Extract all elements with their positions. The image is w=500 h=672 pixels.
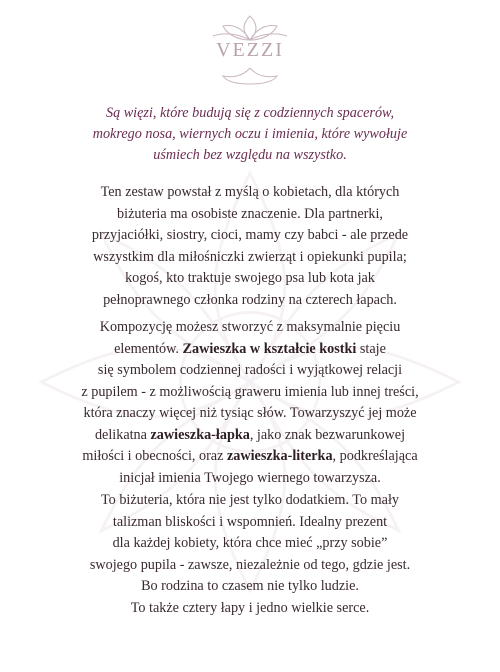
intro-line: mokrego nosa, wiernych oczu i imienia, które wywołuje <box>92 126 408 142</box>
text-run: , jako znak bezwarunkowej <box>249 426 406 443</box>
text-run: miłości i obecności, oraz <box>82 448 227 464</box>
paragraph-line: dla każdej kobiety, która chce mieć „przy sobie” <box>112 535 388 551</box>
paragraph-line: Bo rodzina to czasem nie tylko ludzie. <box>141 578 359 594</box>
text-run: delikatna <box>94 426 151 443</box>
letter-charm-highlight: zawieszka-literka <box>226 448 333 464</box>
paragraph-line: przyjaciółki, siostry, cioci, mamy czy babci - ale przede <box>91 227 409 243</box>
text-run: , podkreślająca <box>332 448 418 464</box>
cube-charm-highlight: Zawieszka w kształcie kostki <box>182 340 357 357</box>
paragraph-line: Kompozycję możesz stworzyć z maksymalnie pięciu <box>99 319 401 335</box>
paragraph-line: inicjał imienia Twojego wiernego towarzysza. <box>119 469 381 486</box>
paragraph-closing <box>30 490 470 619</box>
paragraph-line: talizman bliskości i wspomnień. Idealny prezent <box>112 513 388 530</box>
intro-quote <box>40 103 460 166</box>
paragraph-line <box>30 425 470 447</box>
brand-name: VEZZI <box>216 39 284 61</box>
text-run: elementów. <box>114 340 183 357</box>
paragraph-line: Ten zestaw powstał z myślą o kobietach, dla których <box>100 184 400 200</box>
paragraph-line: To także cztery łapy i jedno wielkie serce. <box>130 599 370 616</box>
paragraph-composition <box>30 317 470 489</box>
text-run: staje <box>356 340 386 357</box>
paragraph-line: swojego pupila - zawsze, niezależnie od tego, gdzie jest. <box>89 556 411 573</box>
paw-charm-highlight: zawieszka-łapka <box>150 426 250 443</box>
paragraph-line: kogoś, kto traktuje swojego psa lub kota jak <box>125 270 375 286</box>
paragraph-line: To biżuteria, która nie jest tylko dodatkiem. To mały <box>101 492 399 508</box>
brand-logo <box>0 14 500 80</box>
paragraph-line: która znaczy więcej niż tysiąc słów. Towarzyszyć jej może <box>83 405 417 421</box>
paragraph-line: się symbolem codziennej radości i wyjątkowej relacji <box>97 362 403 378</box>
intro-line: Są więzi, które budują się z codziennych spacerów, <box>105 105 395 121</box>
paragraph-line: z pupilem - z możliwością graweru imienia lub innej treści, <box>81 383 419 400</box>
paragraph-line: pełnoprawnego członka rodziny na czterech łapach. <box>103 291 397 308</box>
intro-line: uśmiech bez względu na wszystko. <box>153 147 347 163</box>
paragraph-line <box>30 339 470 361</box>
paragraph-purpose <box>30 182 470 311</box>
paragraph-line: wszystkim dla miłośniczki zwierząt i opiekunki pupila; <box>93 248 407 265</box>
paragraph-line: biżuteria ma osobiste znaczenie. Dla partnerki, <box>117 205 383 222</box>
paragraph-line <box>30 446 470 468</box>
lotus-bottom-icon <box>205 66 295 86</box>
